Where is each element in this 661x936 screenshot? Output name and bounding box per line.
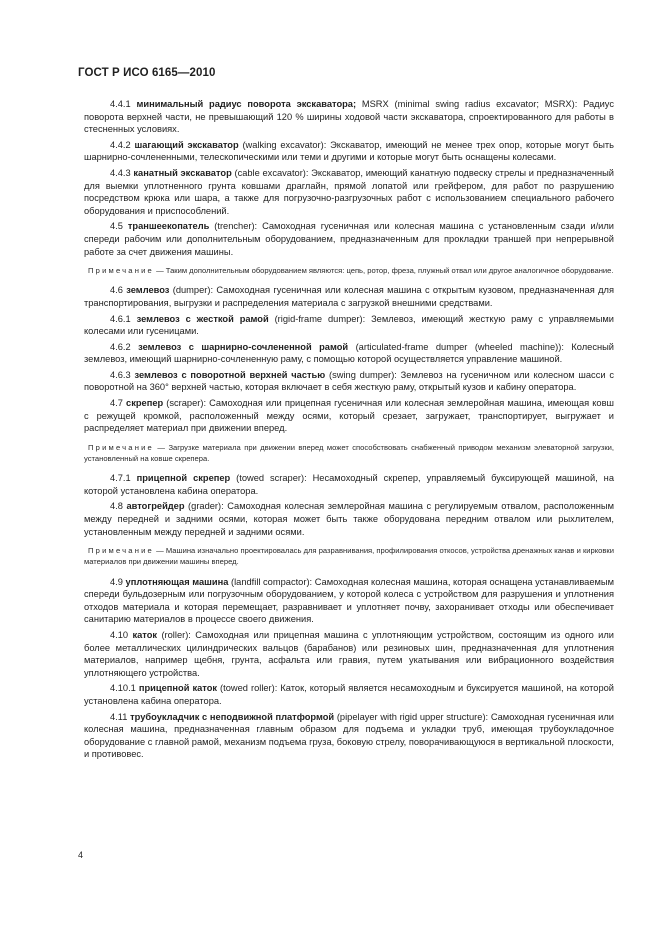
definition-paragraph xyxy=(84,682,614,707)
page-number: 4 xyxy=(78,850,84,860)
term: уплотняющая машина xyxy=(125,576,229,587)
definition-text: (swing dumper): Землевоз на гусеничном или колесном шасси с поворотной на 360° верхней частью, которая включает в себя жесткую раму, открытый кузов и кабину оператора. xyxy=(84,369,614,393)
document-body xyxy=(84,98,614,764)
definition-paragraph xyxy=(84,167,614,217)
definition-text: (landfill compactor): Самоходная колесная машина, которая оснащена устанавливаемым спереди бульдозерным или погрузочным оборудованием, у которой колеса с устройством для разрушения и уплотнения отходов материала и которая перемещает, разравнивает и уплотняет почву, захоранивает отходы или обеспечивает санитарию материалов в процессе своего движения. xyxy=(84,576,614,625)
note-label: Примечание xyxy=(88,266,154,276)
note-text: — Загрузке материала при движении вперед может способствовать снабженный приводом механизм элеваторной загрузки, установленный на ковше скрепера. xyxy=(84,442,614,464)
definition-text: (scraper): Самоходная или прицепная гусеничная или колесная землеройная машина, имеющая ковш с режущей кромкой, расположенный между осями, который срезает, загружает, транспортирует, выгружает и распределяет материал при движении вперед. xyxy=(84,398,614,434)
definition-paragraph xyxy=(84,313,614,338)
definition-text: (trencher): Самоходная гусеничная или колесная машина с установленным сзади и/или спереди рабочим или дополнительным оборудованием, предназначенным для прокладки траншей при непрерывной работе за счет движения машины. xyxy=(84,221,614,257)
term: прицепной скрепер xyxy=(136,473,231,484)
term: шагающий экскаватор xyxy=(134,139,239,150)
note-label: Примечание xyxy=(88,442,154,452)
term: трубоукладчик с неподвижной платформой xyxy=(130,711,335,722)
definition-text: (rigid-frame dumper): Землевоз, имеющий жесткую раму с управляемыми колесами или гусеницами. xyxy=(84,313,614,337)
clause-number: 4.9 xyxy=(110,576,123,587)
definition-text: (grader): Самоходная колесная землеройная машина с регулируемым отвалом, расположенным между передней и задними осями, которая может быть также оборудована передним отвалом или рыхлителем, установленным между передней и задними осями. xyxy=(84,501,614,537)
term: автогрейдер xyxy=(126,501,185,512)
note-paragraph xyxy=(84,265,614,276)
definition-text: (roller): Самоходная или прицепная машина с уплотняющим устройством, состоящим из одного или более металлических цилиндрических вальцов (барабанов) или резиновых шин, предназначенная для уплотнения материалов, например щебня, грунта, асфальта или гравия, путем укатывания или вибрационного воздействия уплотняющего устройства. xyxy=(84,630,614,678)
term: скрепер xyxy=(126,398,164,409)
definition-paragraph xyxy=(84,576,614,626)
clause-number: 4.5 xyxy=(110,221,123,232)
term: землевоз xyxy=(126,285,170,296)
definition-text: (towed scraper): Несамоходный скрепер, управляемый буксирующей машиной, на которой установлена кабина оператора. xyxy=(84,473,614,496)
definition-text: (towed roller): Каток, который является несамоходным и буксируется машиной, на которой установлена кабина оператора. xyxy=(84,683,614,706)
definition-text: (cable excavator): Экскаватор, имеющий канатную подвеску стрелы и предназначенный для выемки уплотненного грунта ковшами драглайн, прямой лопатой или грейфером, для работ по разрушению посредством крюка или шара, а также для погрузочно-разгрузочных работ с использованием специального рабочего оборудования и приспособлений. xyxy=(84,167,615,216)
clause-number: 4.6.3 xyxy=(110,369,131,380)
clause-number: 4.4.2 xyxy=(110,139,131,150)
definition-text: (dumper): Самоходная гусеничная или колесная машина с открытым кузовом, предназначенная для транспортирования, выгрузки и распределения материала с загрузкой внешними средствами. xyxy=(84,285,614,308)
term: минимальный радиус поворота экскаватора; xyxy=(136,99,357,109)
definition-paragraph xyxy=(84,397,614,435)
clause-number: 4.6.1 xyxy=(110,313,131,324)
term: прицепной каток xyxy=(138,683,218,694)
term: землевоз с поворотной верхней частью xyxy=(134,369,326,380)
definition-paragraph xyxy=(84,98,614,136)
clause-number: 4.11 xyxy=(110,711,128,722)
term: траншеекопатель xyxy=(127,221,210,232)
note-paragraph xyxy=(84,442,614,464)
clause-number: 4.10.1 xyxy=(110,683,136,694)
definition-paragraph xyxy=(84,500,614,538)
clause-number: 4.4.3 xyxy=(110,167,131,178)
definition-paragraph xyxy=(84,629,614,679)
definition-paragraph xyxy=(84,284,614,309)
term: канатный экскаватор xyxy=(133,167,232,178)
note-text: — Таким дополнительным оборудованием являются: цепь, ротор, фреза, плужный отвал или другое аналогичное оборудование. xyxy=(153,266,614,276)
clause-number: 4.7 xyxy=(110,398,123,409)
definition-paragraph xyxy=(84,139,614,164)
clause-number: 4.7.1 xyxy=(110,473,131,484)
clause-number: 4.4.1 xyxy=(110,99,131,109)
definition-paragraph xyxy=(84,341,614,366)
page-title: ГОСТ Р ИСО 6165—2010 xyxy=(78,67,216,79)
clause-number: 4.8 xyxy=(110,501,123,512)
definition-paragraph xyxy=(84,220,614,258)
definition-paragraph xyxy=(84,711,614,761)
note-paragraph xyxy=(84,545,614,567)
clause-number: 4.10 xyxy=(110,630,129,641)
definition-text: MSRX (minimal swing radius excavator; MSRX): Радиус поворота верхней части, не превышающий 120 % ширины ходовой части экскаватора, спроектированного для работы в стесненных условиях. xyxy=(84,99,614,135)
definition-text: (walking excavator): Экскаватор, имеющий не менее трех опор, которые могут быть шарнирно-сочлененными, телескопическими или теми и другими и которые могут быть оснащены колесами. xyxy=(84,139,614,163)
clause-number: 4.6 xyxy=(110,285,123,296)
definition-paragraph xyxy=(84,472,614,497)
definition-text: (articulated-frame dumper (wheeled machine)): Колесный землевоз, имеющий шарнирно-сочлененную раму, с помощью которой осуществляется управление машиной. xyxy=(84,341,614,365)
definition-text: (pipelayer with rigid upper structure): Самоходная гусеничная или колесная машина, предназначенная главным образом для подъема и укладки труб, имеющая трубоукладочное оборудование с главной рамой, механизм подъема груза, боковую стрелу, поворачивающуюся в вертикальной плоскости, и противовес. xyxy=(84,711,614,760)
term: землевоз с жесткой рамой xyxy=(136,313,269,324)
term: землевоз с шарнирно-сочлененной рамой xyxy=(138,341,349,352)
note-label: Примечание xyxy=(88,546,154,556)
clause-number: 4.6.2 xyxy=(110,341,131,352)
note-text: — Машина изначально проектировалась для разравнивания, профилирования откосов, устройства дренажных канав и кирковки материалов при движении машины вперед. xyxy=(84,546,614,567)
term: каток xyxy=(132,630,158,641)
definition-paragraph xyxy=(84,369,614,394)
